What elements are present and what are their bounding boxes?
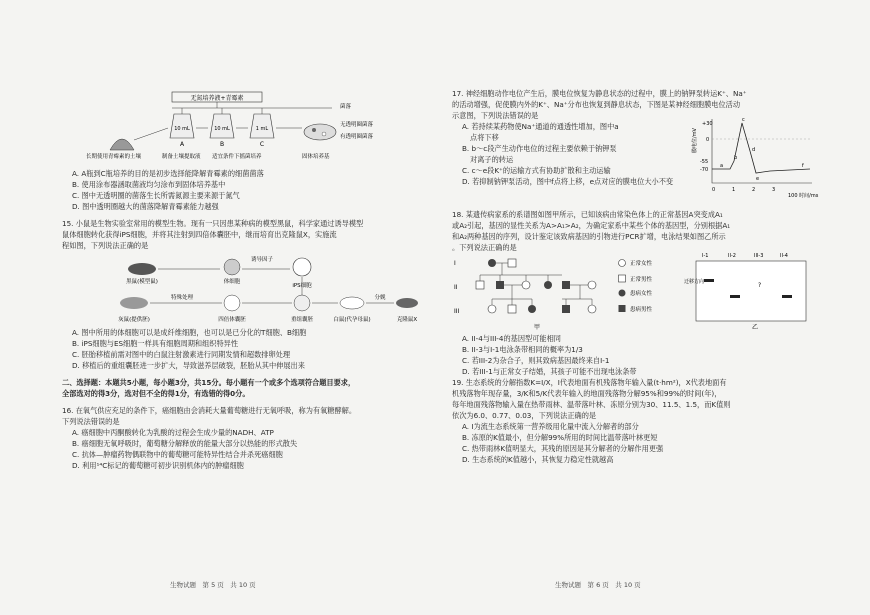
q15-option-b: B. iPS细胞与ES细胞一样具有细胞周期和组织特异性 (72, 339, 239, 348)
q18-option-d: D. 若III-1与正常女子结婚，其孩子可能不出现电泳条带 (462, 367, 637, 376)
vol-c: 1 mL (255, 126, 269, 132)
gen-1: I (454, 260, 456, 267)
birth-label: 分娩 (374, 295, 386, 301)
q16-option-c: C. 抗体—肿瘤药物偶联物中的葡萄糖可能特异性结合并杀死癌细胞 (72, 450, 283, 459)
q17-line-2: 的活动增强，促使膜内外的K⁺、Na⁺分布也恢复到静息状态，下图是某神经细胞膜电位活动 (452, 100, 741, 109)
row1-item-2: 体细胞 (223, 279, 241, 285)
vol-b: 10 mL (214, 126, 230, 132)
gel-lane-3: III-3 (754, 253, 764, 259)
xtick-3: 2 (752, 187, 756, 193)
right-footer: 生物试题 第 6 页 共 10 页 (555, 581, 641, 589)
pedigree-diagram (452, 253, 822, 333)
row1-item-3: iPS细胞 (292, 283, 312, 289)
q19-line-1: 19. 生态系统的分解指数K=I/X，I代表地面有机残落物年输入量(t·hm²)，X代表地面有 (452, 378, 727, 387)
row2-item-3: 重组囊胚 (290, 317, 314, 323)
pt-d: d (752, 147, 756, 153)
ytick-4: -70 (700, 167, 709, 173)
q16-option-b: B. 癌细胞无氧呼吸时，葡萄糖分解释放的能量大部分以热能的形式散失 (72, 439, 298, 448)
figure-clone-mouse (62, 251, 430, 327)
xtick-1: 0 (712, 187, 716, 193)
legend-4: 患病男性 (630, 307, 653, 313)
gel-side: 迁移方向 (684, 279, 705, 285)
plate-label-2: 有透明圈菌落 (340, 134, 374, 140)
q18-option-a: A. II-4与III-4的基因型可能相同 (462, 334, 561, 343)
plate-note: 固体培养基 (302, 154, 330, 160)
q15-option-a: A. 图中所用的体细胞可以是成纤维细胞，也可以是已分化的T细胞、B细胞 (72, 328, 307, 337)
row2-item-5: 克隆鼠X (396, 317, 418, 323)
legend-3: 患病女性 (630, 291, 653, 297)
gen-2: II (454, 284, 458, 291)
q19-line-3: 每年地面残落物输入量在热带雨林、温带落叶林、冻原分别为30、11.5、1.5，而K值则 (452, 400, 731, 409)
enrichment-diagram (62, 88, 430, 168)
q19-line-4: 依次为6.0、0.77、0.03，下列说法正确的是 (452, 411, 597, 420)
left-footer: 生物试题 第 5 页 共 10 页 (170, 581, 256, 589)
q18-line-2: 或A₂引起，基因的显性关系为A>A₁>A₂，为确定家系中某些个体的基因型，分别根据A₁ (452, 221, 731, 230)
bottle-a: A (179, 141, 185, 148)
q14-option-a: A. A瓶到C瓶培养的目的是初步选择能降解青霉素的细菌菌落 (72, 169, 264, 178)
caption-a: 甲 (534, 324, 541, 331)
gel-lane-2: II-2 (728, 253, 736, 259)
q14-option-b: B. 使用涂布器涵取菌液均匀涂布到固体培养基中 (72, 180, 226, 189)
q15-line-1: 15. 小鼠是生物实验室常用的模型生物。现有一只因患某种病的模型黑鼠，科学家通过诱导模型 (62, 219, 364, 228)
q18-line-3: 和A₂两种基因的序列，设计鉴定该致病基因的引物进行PCR扩增，电泳结果如图乙所示 (452, 232, 726, 241)
section3-line-2: 全部选对的得3分，选对但不全的得1分，有选错的得0分。 (62, 389, 250, 398)
row1-item-1: 黑鼠(模型鼠) (126, 279, 158, 285)
q18-line-1: 18. 某遗传病家系的系谱图如图甲所示，已知该病由常染色体上的正常基因A突变成A₁ (452, 210, 723, 219)
bottle-c: C (259, 141, 265, 148)
q15-option-d: D. 移植后的重组囊胚进一步扩大，导致滋养层破裂，胚胎从其中伸展出来 (72, 361, 305, 370)
q19-option-b: B. 冻原的K值最小，但分解99%所用的时间比温带落叶林更短 (462, 433, 658, 442)
clone-diagram (62, 251, 430, 327)
ytick-1: +30 (702, 121, 713, 127)
row2-item-4: 白鼠(代孕母鼠) (333, 317, 371, 323)
q17-option-d: D. 若抑制钠钾泵活动，图中f点将上移，e点对应的膜电位大小不变 (462, 177, 674, 186)
xtick-4: 3 (772, 187, 776, 193)
legend-1: 正常女性 (630, 261, 653, 267)
q17-option-a-cont: 点将下移 (470, 133, 499, 142)
proc-label: 特殊处理 (170, 295, 194, 301)
q19-option-d: D. 生态系统的K值越小，其恢复力稳定性就越高 (462, 455, 614, 464)
spread-label: 适宜条件下摇菌培养 (212, 154, 262, 160)
q16-option-a: A. 癌细胞中丙酮酸转化为乳酸的过程会生成少量的NADH、ATP (72, 428, 274, 437)
pt-f: f (802, 163, 804, 169)
q18-option-c: C. 若III-2为杂合子，则其致病基因最终来自I-1 (462, 356, 610, 365)
q16-line-2: 下列说法错误的是 (62, 417, 120, 426)
q15-line-3: 程如图，下列说法正确的是 (62, 241, 149, 250)
q17-line-3: 示意图，下列说法错误的是 (452, 111, 539, 120)
q19-option-c: C. 热带雨林K值明显大，其残的原因是其分解者的分解作用更强 (462, 444, 664, 453)
caption-b: 乙 (752, 324, 759, 331)
left-page (62, 88, 430, 471)
q17-line-1: 17. 神经细胞动作电位产生后，膜电位恢复为静息状态的过程中，膜上的钠钾泵转运K⁺、Na⁺ (452, 89, 747, 98)
q18-line-4: 。下列说法正确的是 (452, 243, 517, 252)
gel-question: ? (758, 282, 762, 289)
legend-2: 正常男性 (630, 277, 653, 283)
bottle-b: B (219, 141, 225, 148)
pt-b: b (734, 155, 738, 161)
plate-label-1: 无透明圈菌落 (340, 122, 374, 128)
box-label: 无氮培养液+青霉素 (190, 95, 244, 102)
q17-option-c: C. c～e段K⁺的运输方式有协助扩散和主动运输 (462, 166, 611, 175)
q19-line-2: 机残落物年现存量，3/K和5/K代表年输入的地面残落物分解95%和99%的时间(年)， (452, 389, 722, 398)
figure-pedigree (452, 253, 822, 333)
gen-3: III (454, 308, 460, 315)
arrow-top-label: 诱导因子 (250, 257, 274, 263)
q14-option-c: C. 图中无透明圈的菌落生长所需氮源主要来源于氮气 (72, 191, 240, 200)
pt-e: e (756, 176, 760, 182)
pt-c: c (742, 117, 745, 123)
ytick-2: 0 (706, 137, 710, 143)
xtick-2: 1 (732, 187, 736, 193)
right-page (452, 88, 822, 465)
membrane-potential-graph (690, 111, 820, 199)
vol-a: 10 mL (174, 126, 190, 132)
gel-lane-4: II-4 (780, 253, 788, 259)
q17-option-a: A. 若持续某药物使Na⁺通道的通透性增加，图中a (462, 122, 619, 131)
q16-option-d: D. 利用¹⁴C标记的葡萄糖可初步识别机体内的肿瘤细胞 (72, 461, 244, 470)
q16-line-1: 16. 在氧气供应充足的条件下，癌细胞由会消耗大量葡萄糖进行无氧呼吸，称为有氧糖酵解。 (62, 406, 357, 415)
section3-line-1: 二、选择题：本题共5小题，每小题3分，共15分。每小题有一个或多个选项符合题目要求， (62, 378, 356, 387)
ytick-3: -55 (700, 159, 709, 165)
graph-ylabel: 膜电位/mV (692, 128, 698, 153)
prep-label: 制备土壤提取液 (162, 154, 201, 160)
figure-enrichment-culture (62, 88, 430, 168)
x-unit: 100 时间/ms (788, 193, 819, 199)
row2-item-2: 四倍体囊胚 (218, 317, 246, 323)
q19-option-a: A. I为流生态系统第一营养级用化量中流入分解者的部分 (462, 422, 639, 431)
soil-label: 长期使用青霉素的土壤 (86, 154, 142, 160)
pt-a: a (720, 163, 724, 169)
q15-line-2: 鼠体细胞转化获得iPS细胞，并将其注射到四倍体囊胚中，继而培育出克隆鼠X，实施流 (62, 230, 337, 239)
gel-lane-1: I-1 (702, 253, 709, 259)
row2-item-1: 灰鼠(提供胚) (118, 317, 150, 323)
result-label: 菌落 (340, 104, 352, 110)
q14-option-d: D. 图中透明圈越大的菌落降解青霉素能力越强 (72, 202, 219, 211)
q17-option-b-cont: 对离子的转运 (470, 155, 514, 164)
q17-option-b: B. b～c段产生动作电位的过程主要依赖于钠钾泵 (462, 144, 617, 153)
q18-option-b: B. II-3与I-1电泳条带相同的概率为1/3 (462, 345, 583, 354)
q15-option-c: C. 胚胎移植前需对图中的白鼠注射激素进行同期发情和超数排卵处理 (72, 350, 291, 359)
